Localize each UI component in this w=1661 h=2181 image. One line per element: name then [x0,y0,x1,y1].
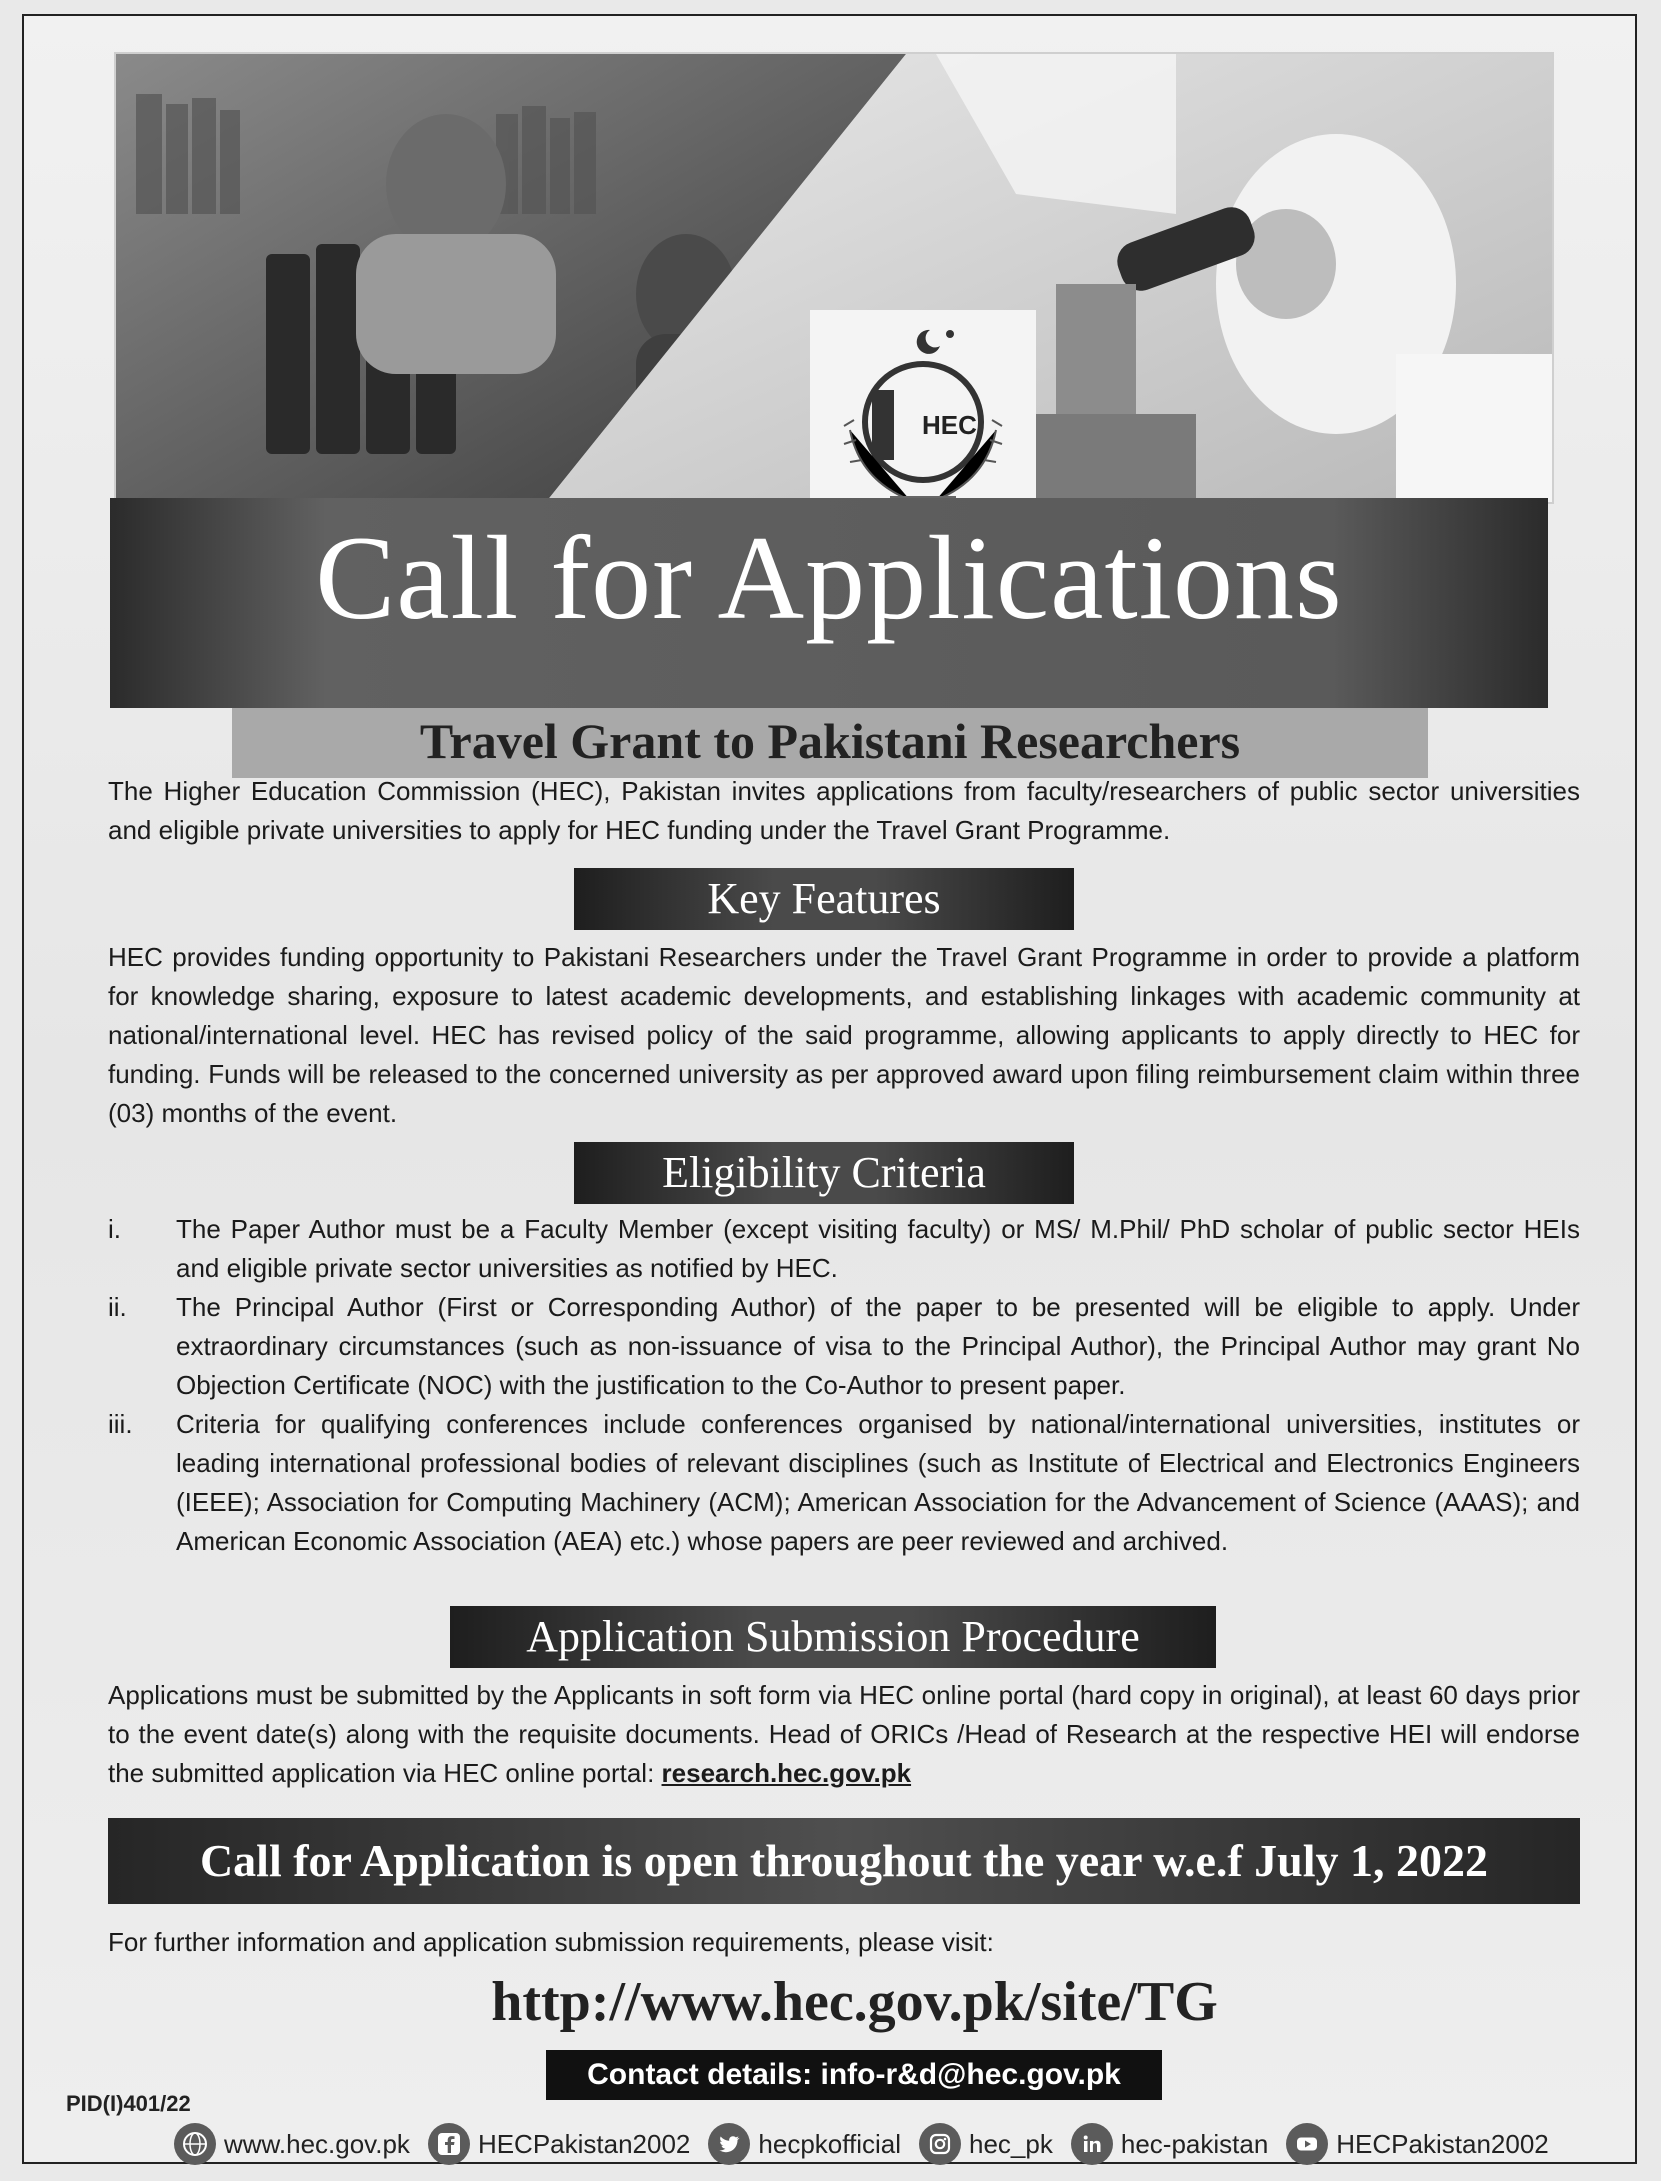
subtitle-banner [232,708,1428,778]
contact-banner [546,2050,1162,2100]
page-subtitle: Travel Grant to Pakistani Researchers [419,713,1241,769]
social-label: hecpkofficial [758,2128,902,2159]
page-title: Call for Applications [315,511,1343,644]
social-label: HECPakistan2002 [477,2128,691,2159]
youtube-icon [1286,2123,1328,2165]
key-features-heading [574,868,1074,930]
social-youtube[interactable] [1286,2123,1548,2165]
list-number: ii. [108,1292,127,1322]
list-item [108,1288,1580,1405]
twitter-icon [708,2123,750,2165]
section-title: Eligibility Criteria [662,1148,986,1197]
open-notice-text: Call for Application is open throughout the year w.e.f July 1, 2022 [199,1835,1489,1886]
list-number: iii. [108,1409,133,1439]
open-notice-banner [108,1818,1580,1904]
eligibility-list [108,1210,1580,1561]
research-portal-link[interactable]: research.hec.gov.pk [661,1758,912,1788]
procedure-text: Applications must be submitted by the Applicants in soft form via HEC online portal (hard copy in original), at least 60 days prior to the event date(s) along with the requisite documents. Head of ORICs /Head of Research at the respective HEI will endorse the submitted application via HEC online portal: [108,1680,1580,1788]
hec-logo [810,310,1036,504]
procedure-paragraph [108,1676,1580,1793]
list-item [108,1210,1580,1288]
key-features-paragraph: HEC provides funding opportunity to Pakistani Researchers under the Travel Grant Programme in order to provide a platform for knowledge sharing, exposure to latest academic developments, and establishing linkages with academic community at national/international level. HEC has revised policy of the said programme, allowing applicants to apply directly to HEC for funding. Funds will be released to the concerned university as per approved award upon filing reimbursement claim within three (03) months of the event. [108,942,1580,1128]
intro-paragraph: The Higher Education Commission (HEC), Pakistan invites applications from faculty/researchers of public sector universities and eligible private universities to apply for HEC funding under the Travel Grant Programme. [108,776,1580,845]
social-facebook[interactable] [428,2123,690,2165]
globe-icon [174,2123,216,2165]
social-twitter[interactable] [708,2123,901,2165]
list-text: The Principal Author (First or Corresponding Author) of the paper to be presented will be eligible to apply. Under extraordinary circumstances (such as non-issuance of visa to the Principal Author), the Principal Author may grant No Objection Certificate (NOC) with the justification to the Co-Author to present paper. [176,1292,1580,1400]
social-label: HECPakistan2002 [1336,2128,1549,2159]
hec-emblem-icon [810,310,1036,504]
pid-code: PID(I)401/22 [66,2091,191,2116]
advertisement-page [22,14,1637,2164]
linkedin-icon [1071,2123,1113,2165]
section-title: Key Features [707,874,941,923]
list-item [108,1405,1580,1561]
logo-text: HEC [922,410,977,440]
section-title: Application Submission Procedure [526,1612,1140,1661]
procedure-heading [450,1606,1216,1668]
facebook-icon [428,2123,470,2165]
list-number: i. [108,1214,121,1244]
headline-banner [110,498,1548,708]
social-label: hec-pakistan [1120,2128,1269,2159]
eligibility-heading [574,1142,1074,1204]
list-text: Criteria for qualifying conferences include conferences organised by national/international universities, institutes or leading international professional bodies of relevant disciplines (such as Institute of Electrical and Electronics Engineers (IEEE); Association for Computing Machinery (ACM); American Association for the Advancement of Science (AAAS); and American Economic Association (AEA) etc.) whose papers are peer reviewed and archived. [176,1409,1580,1556]
social-links [174,2120,1567,2168]
visit-text: For further information and application submission requirements, please visit: [108,1927,994,1957]
social-linkedin[interactable] [1071,2123,1268,2165]
social-label: www.hec.gov.pk [224,2128,410,2159]
website-url-link[interactable]: http://www.hec.gov.pk/site/TG [491,1971,1218,2033]
photo-banner [114,52,1554,504]
contact-email-link[interactable]: Contact details: info-r&d@hec.gov.pk [587,2058,1121,2091]
social-website[interactable] [174,2123,410,2165]
social-label: hec_pk [969,2128,1053,2159]
instagram-icon [919,2123,961,2165]
social-instagram[interactable] [919,2123,1053,2165]
list-text: The Paper Author must be a Faculty Member (except visiting faculty) or MS/ M.Phil/ PhD scholar of public sector HEIs and eligible private sector universities as notified by HEC. [176,1214,1580,1283]
